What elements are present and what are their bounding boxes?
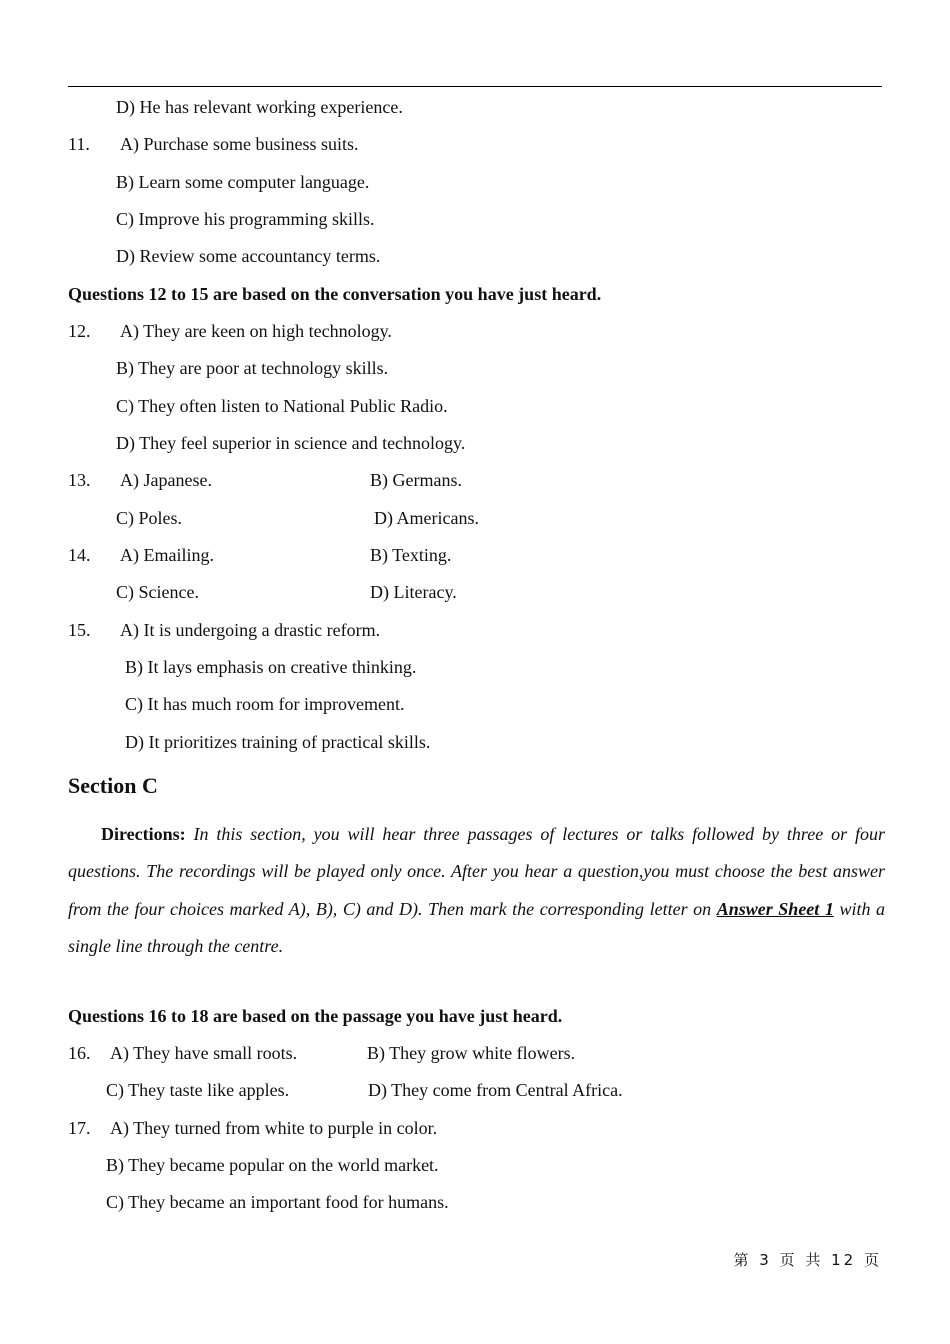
q14-option-b: B) Texting. bbox=[370, 545, 452, 565]
q15-number: 15. bbox=[68, 620, 91, 640]
section-c-heading: Section C bbox=[68, 773, 158, 798]
q12-number: 12. bbox=[68, 321, 91, 341]
directions-text: In this section, you will hear three passages of lectures or talks followed by three or four questions. The recordings will be played only once. After you hear a question,you must choose the best answer from the four choices marked A), B), C) and D). Then mark the corresponding letter on bbox=[68, 824, 886, 919]
q15-option-c: C) It has much room for improvement. bbox=[125, 694, 405, 714]
q11-option-c: C) Improve his programming skills. bbox=[116, 209, 375, 229]
section-c-directions bbox=[68, 816, 885, 965]
question-group-16-18: Questions 16 to 18 are based on the passage you have just heard. bbox=[68, 1006, 563, 1026]
q12-option-c: C) They often listen to National Public Radio. bbox=[116, 396, 448, 416]
q11-number: 11. bbox=[68, 134, 90, 154]
q12-option-b: B) They are poor at technology skills. bbox=[116, 358, 389, 378]
header-rule bbox=[68, 86, 882, 87]
page-number: 第 3 页 共 12 页 bbox=[733, 1251, 882, 1269]
q12-option-a: A) They are keen on high technology. bbox=[120, 321, 392, 341]
question-group-12-15: Questions 12 to 15 are based on the conversation you have just heard. bbox=[68, 284, 602, 304]
q16-option-d: D) They come from Central Africa. bbox=[368, 1080, 623, 1100]
q17-option-a: A) They turned from white to purple in color. bbox=[110, 1118, 438, 1138]
q13-option-b: B) Germans. bbox=[370, 470, 462, 490]
q13-option-a: A) Japanese. bbox=[120, 470, 212, 490]
q17-option-c: C) They became an important food for humans. bbox=[106, 1192, 449, 1212]
q13-option-c: C) Poles. bbox=[116, 508, 183, 528]
q14-option-d: D) Literacy. bbox=[370, 582, 457, 602]
q15-option-b: B) It lays emphasis on creative thinking. bbox=[125, 657, 417, 677]
q17-option-b: B) They became popular on the world market. bbox=[106, 1155, 439, 1175]
q16-option-c: C) They taste like apples. bbox=[106, 1080, 290, 1100]
q11-option-b: B) Learn some computer language. bbox=[116, 172, 370, 192]
answer-sheet-reference: Answer Sheet 1 bbox=[716, 898, 834, 919]
directions-tail: with a single line through the centre. bbox=[68, 898, 886, 956]
q12-option-d: D) They feel superior in science and technology. bbox=[116, 433, 466, 453]
q14-option-c: C) Science. bbox=[116, 582, 199, 602]
q17-number: 17. bbox=[68, 1118, 91, 1138]
q14-option-a: A) Emailing. bbox=[120, 545, 214, 565]
q16-option-a: A) They have small roots. bbox=[110, 1043, 298, 1063]
q13-option-d: D) Americans. bbox=[374, 508, 479, 528]
q14-number: 14. bbox=[68, 545, 91, 565]
q15-option-a: A) It is undergoing a drastic reform. bbox=[120, 620, 381, 640]
q10-option-d: D) He has relevant working experience. bbox=[116, 97, 403, 117]
directions-label: Directions: bbox=[101, 824, 186, 844]
q13-number: 13. bbox=[68, 470, 91, 490]
q15-option-d: D) It prioritizes training of practical skills. bbox=[125, 732, 431, 752]
q16-number: 16. bbox=[68, 1043, 91, 1063]
q11-option-d: D) Review some accountancy terms. bbox=[116, 246, 381, 266]
q16-option-b: B) They grow white flowers. bbox=[367, 1043, 576, 1063]
q11-option-a: A) Purchase some business suits. bbox=[120, 134, 359, 154]
